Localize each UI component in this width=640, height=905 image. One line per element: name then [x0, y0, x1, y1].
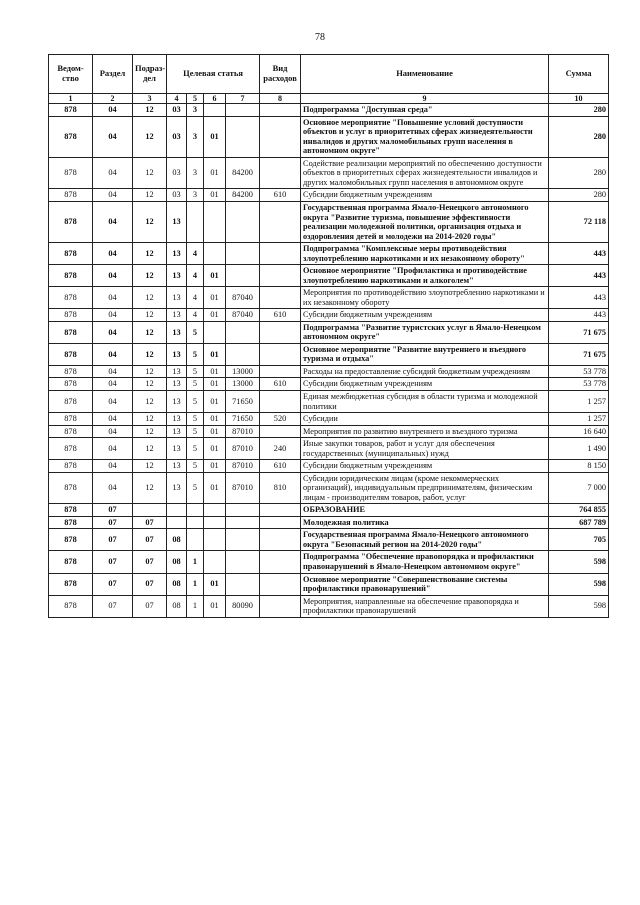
cell-celevaya-2: 4: [187, 243, 204, 265]
cell-podrazdel: 12: [133, 265, 167, 287]
cell-vid: 610: [260, 189, 301, 202]
cell-celevaya-2: 5: [187, 391, 204, 413]
header-naim: Наименование: [301, 55, 549, 94]
table-row: [49, 504, 609, 517]
cell-name: Мероприятия по противодействию злоупотреблению наркотиками и их незаконному обороту: [301, 287, 549, 309]
cell-podrazdel: 12: [133, 321, 167, 343]
table-row: [49, 595, 609, 617]
cell-ved: 878: [49, 595, 93, 617]
cell-celevaya-1: 08: [167, 529, 187, 551]
cell-name: Основное мероприятие "Совершенствование системы профилактики правонарушений": [301, 573, 549, 595]
cell-celevaya-3: [204, 516, 226, 529]
cell-celevaya-1: 13: [167, 287, 187, 309]
cell-celevaya-1: 13: [167, 460, 187, 473]
cell-podrazdel: 12: [133, 460, 167, 473]
cell-celevaya-3: 01: [204, 189, 226, 202]
cell-sum: 280: [549, 157, 609, 189]
cell-celevaya-4: 87040: [226, 287, 260, 309]
cell-razdel: 04: [93, 321, 133, 343]
cell-podrazdel: 07: [133, 595, 167, 617]
cell-name: Государственная программа Ямало-Ненецкого автономного округа "Развитие туризма, повышение эффективности реализации молодежной политики, организация отдыха и оздоровления детей и молодежи на 2014-2020 годы": [301, 201, 549, 242]
cell-celevaya-2: 5: [187, 438, 204, 460]
cell-celevaya-4: 71650: [226, 391, 260, 413]
cell-podrazdel: 07: [133, 573, 167, 595]
cell-celevaya-4: [226, 201, 260, 242]
cell-celevaya-1: 03: [167, 189, 187, 202]
cell-celevaya-3: [204, 504, 226, 517]
cell-celevaya-2: 3: [187, 116, 204, 157]
column-number: 6: [204, 94, 226, 104]
cell-razdel: 07: [93, 595, 133, 617]
table-row: [49, 243, 609, 265]
cell-celevaya-4: [226, 529, 260, 551]
cell-celevaya-2: [187, 516, 204, 529]
cell-razdel: 04: [93, 104, 133, 117]
cell-celevaya-2: 4: [187, 265, 204, 287]
cell-name: Субсидии бюджетным учреждениям: [301, 189, 549, 202]
cell-vid: [260, 365, 301, 378]
column-number: 3: [133, 94, 167, 104]
cell-vid: [260, 425, 301, 438]
cell-celevaya-1: 03: [167, 116, 187, 157]
cell-sum: 280: [549, 104, 609, 117]
cell-name: Мероприятия по развитию внутреннего и въездного туризма: [301, 425, 549, 438]
cell-celevaya-3: 01: [204, 378, 226, 391]
cell-sum: 687 789: [549, 516, 609, 529]
cell-razdel: 07: [93, 529, 133, 551]
cell-celevaya-1: 13: [167, 365, 187, 378]
table-row: [49, 551, 609, 573]
cell-sum: 1 257: [549, 391, 609, 413]
cell-ved: 878: [49, 460, 93, 473]
cell-sum: 1 490: [549, 438, 609, 460]
cell-sum: 53 778: [549, 365, 609, 378]
cell-vid: 610: [260, 460, 301, 473]
cell-sum: 443: [549, 243, 609, 265]
cell-celevaya-1: 03: [167, 157, 187, 189]
cell-vid: [260, 504, 301, 517]
cell-sum: 764 855: [549, 504, 609, 517]
cell-razdel: 04: [93, 460, 133, 473]
cell-podrazdel: 12: [133, 378, 167, 391]
cell-celevaya-3: [204, 201, 226, 242]
cell-celevaya-2: 5: [187, 343, 204, 365]
table-row: [49, 321, 609, 343]
cell-celevaya-4: [226, 321, 260, 343]
cell-sum: 7 000: [549, 472, 609, 504]
cell-sum: 443: [549, 287, 609, 309]
cell-name: ОБРАЗОВАНИЕ: [301, 504, 549, 517]
cell-celevaya-1: 13: [167, 265, 187, 287]
cell-celevaya-1: 13: [167, 201, 187, 242]
cell-celevaya-1: 13: [167, 391, 187, 413]
cell-celevaya-3: [204, 529, 226, 551]
cell-name: Субсидии бюджетным учреждениям: [301, 460, 549, 473]
cell-celevaya-2: 5: [187, 378, 204, 391]
cell-name: Субсидии бюджетным учреждениям: [301, 309, 549, 322]
table-row: [49, 425, 609, 438]
cell-ved: 878: [49, 287, 93, 309]
cell-podrazdel: 12: [133, 472, 167, 504]
cell-podrazdel: 12: [133, 116, 167, 157]
cell-vid: [260, 265, 301, 287]
cell-ved: 878: [49, 201, 93, 242]
table-row: [49, 365, 609, 378]
cell-razdel: 04: [93, 425, 133, 438]
cell-celevaya-3: 01: [204, 595, 226, 617]
cell-ved: 878: [49, 551, 93, 573]
cell-celevaya-2: 4: [187, 287, 204, 309]
cell-celevaya-4: 71650: [226, 413, 260, 426]
cell-vid: 610: [260, 378, 301, 391]
cell-razdel: 07: [93, 516, 133, 529]
cell-name: Основное мероприятие "Профилактика и противодействие злоупотреблению наркотиками и алкоголем": [301, 265, 549, 287]
header-ved: Ведом-ство: [49, 55, 93, 94]
table-row: [49, 116, 609, 157]
cell-celevaya-1: 08: [167, 551, 187, 573]
table-row: [49, 287, 609, 309]
column-number: 2: [93, 94, 133, 104]
cell-name: Мероприятия, направленные на обеспечение правопорядка и профилактики правонарушений: [301, 595, 549, 617]
cell-ved: 878: [49, 321, 93, 343]
cell-podrazdel: 12: [133, 189, 167, 202]
cell-celevaya-3: 01: [204, 157, 226, 189]
cell-ved: 878: [49, 157, 93, 189]
table-row: [49, 265, 609, 287]
cell-celevaya-1: 13: [167, 413, 187, 426]
cell-celevaya-1: [167, 516, 187, 529]
cell-vid: [260, 529, 301, 551]
cell-name: Подпрограмма "Развитие туристских услуг в Ямало-Ненецком автономном округе": [301, 321, 549, 343]
cell-celevaya-2: [187, 529, 204, 551]
cell-sum: 598: [549, 573, 609, 595]
cell-razdel: 04: [93, 201, 133, 242]
cell-sum: 1 257: [549, 413, 609, 426]
cell-podrazdel: 12: [133, 413, 167, 426]
cell-ved: 878: [49, 365, 93, 378]
budget-table: [48, 54, 609, 618]
cell-celevaya-3: 01: [204, 265, 226, 287]
table-row: [49, 438, 609, 460]
cell-celevaya-3: 01: [204, 365, 226, 378]
table-row: [49, 343, 609, 365]
cell-vid: [260, 321, 301, 343]
cell-celevaya-4: [226, 516, 260, 529]
cell-podrazdel: 12: [133, 343, 167, 365]
cell-name: Подпрограмма "Комплексные меры противодействия злоупотреблению наркотиками и их незаконному обороту": [301, 243, 549, 265]
cell-ved: 878: [49, 438, 93, 460]
table-row: [49, 573, 609, 595]
cell-sum: 598: [549, 551, 609, 573]
cell-podrazdel: 07: [133, 551, 167, 573]
cell-celevaya-2: [187, 201, 204, 242]
cell-celevaya-2: 1: [187, 595, 204, 617]
cell-vid: [260, 243, 301, 265]
cell-name: Иные закупки товаров, работ и услуг для обеспечения государственных (муниципальных) нужд: [301, 438, 549, 460]
table-body: [49, 104, 609, 617]
cell-celevaya-3: 01: [204, 425, 226, 438]
cell-sum: 72 118: [549, 201, 609, 242]
cell-celevaya-1: 13: [167, 425, 187, 438]
cell-vid: [260, 287, 301, 309]
cell-razdel: 04: [93, 189, 133, 202]
cell-ved: 878: [49, 189, 93, 202]
cell-razdel: 04: [93, 343, 133, 365]
cell-celevaya-2: 5: [187, 321, 204, 343]
column-number: 1: [49, 94, 93, 104]
cell-sum: 16 640: [549, 425, 609, 438]
cell-celevaya-2: [187, 504, 204, 517]
cell-celevaya-1: 08: [167, 573, 187, 595]
cell-razdel: 07: [93, 504, 133, 517]
table-row: [49, 378, 609, 391]
cell-podrazdel: 07: [133, 529, 167, 551]
cell-sum: 8 150: [549, 460, 609, 473]
cell-celevaya-3: 01: [204, 391, 226, 413]
cell-ved: 878: [49, 425, 93, 438]
cell-ved: 878: [49, 413, 93, 426]
cell-celevaya-4: 80090: [226, 595, 260, 617]
cell-celevaya-1: 13: [167, 321, 187, 343]
cell-celevaya-3: [204, 104, 226, 117]
cell-name: Субсидии: [301, 413, 549, 426]
cell-name: Основное мероприятие "Развитие внутреннего и въездного туризма и отдыха": [301, 343, 549, 365]
cell-podrazdel: 12: [133, 309, 167, 322]
cell-sum: 71 675: [549, 343, 609, 365]
cell-vid: [260, 551, 301, 573]
cell-celevaya-2: 1: [187, 573, 204, 595]
cell-celevaya-4: [226, 243, 260, 265]
column-number: 5: [187, 94, 204, 104]
cell-celevaya-3: 01: [204, 460, 226, 473]
cell-celevaya-4: [226, 504, 260, 517]
cell-podrazdel: 12: [133, 391, 167, 413]
column-number: 9: [301, 94, 549, 104]
table-row: [49, 391, 609, 413]
cell-ved: 878: [49, 516, 93, 529]
cell-ved: 878: [49, 104, 93, 117]
cell-razdel: 07: [93, 573, 133, 595]
cell-razdel: 04: [93, 243, 133, 265]
cell-celevaya-1: 13: [167, 343, 187, 365]
cell-celevaya-4: [226, 343, 260, 365]
cell-celevaya-4: [226, 265, 260, 287]
cell-podrazdel: 12: [133, 425, 167, 438]
cell-celevaya-3: [204, 243, 226, 265]
cell-name: Подпрограмма "Обеспечение правопорядка и профилактики правонарушений в Ямало-Ненецком автономном округе": [301, 551, 549, 573]
cell-celevaya-3: 01: [204, 472, 226, 504]
cell-celevaya-2: 5: [187, 413, 204, 426]
cell-podrazdel: 12: [133, 201, 167, 242]
cell-vid: [260, 104, 301, 117]
cell-vid: [260, 573, 301, 595]
cell-razdel: 04: [93, 391, 133, 413]
cell-celevaya-2: 5: [187, 425, 204, 438]
cell-celevaya-4: 87040: [226, 309, 260, 322]
cell-name: Расходы на предоставление субсидий бюджетным учреждениям: [301, 365, 549, 378]
cell-ved: 878: [49, 265, 93, 287]
cell-celevaya-1: 13: [167, 378, 187, 391]
cell-celevaya-4: 13000: [226, 365, 260, 378]
cell-sum: 280: [549, 116, 609, 157]
cell-podrazdel: 07: [133, 516, 167, 529]
cell-vid: 610: [260, 309, 301, 322]
cell-sum: 443: [549, 265, 609, 287]
cell-vid: [260, 116, 301, 157]
cell-vid: 810: [260, 472, 301, 504]
cell-ved: 878: [49, 378, 93, 391]
cell-razdel: 04: [93, 265, 133, 287]
cell-celevaya-3: 01: [204, 413, 226, 426]
cell-sum: 443: [549, 309, 609, 322]
cell-vid: [260, 595, 301, 617]
cell-sum: 705: [549, 529, 609, 551]
cell-vid: [260, 391, 301, 413]
table-row: [49, 529, 609, 551]
cell-razdel: 04: [93, 438, 133, 460]
cell-celevaya-4: 13000: [226, 378, 260, 391]
cell-name: Государственная программа Ямало-Ненецкого автономного округа "Безопасный регион на 2014-2020 годы": [301, 529, 549, 551]
table-row: [49, 516, 609, 529]
cell-celevaya-4: [226, 104, 260, 117]
cell-sum: 280: [549, 189, 609, 202]
cell-celevaya-4: [226, 116, 260, 157]
cell-podrazdel: 12: [133, 438, 167, 460]
table-row: [49, 201, 609, 242]
cell-celevaya-4: 87010: [226, 472, 260, 504]
cell-vid: [260, 201, 301, 242]
page-number: 78: [315, 32, 325, 43]
cell-name: Субсидии юридическим лицам (кроме некоммерческих организаций), индивидуальным предпринимателям, физическим лицам - производителям товаров, работ, услуг: [301, 472, 549, 504]
table-row: [49, 309, 609, 322]
cell-celevaya-1: 13: [167, 309, 187, 322]
cell-name: Содействие реализации мероприятий по обеспечению доступности объектов в приоритетных сферах жизнедеятельности инвалидов и других маломобильных групп населения в автономном округе: [301, 157, 549, 189]
cell-razdel: 04: [93, 472, 133, 504]
cell-celevaya-4: 84200: [226, 157, 260, 189]
cell-name: Основное мероприятие "Повышение условий доступности объектов и услуг в приоритетных сферах жизнедеятельности инвалидов и других маломобильных групп населения в автономном округе": [301, 116, 549, 157]
cell-celevaya-2: 5: [187, 472, 204, 504]
cell-celevaya-2: 5: [187, 460, 204, 473]
cell-celevaya-4: [226, 551, 260, 573]
cell-podrazdel: 12: [133, 243, 167, 265]
cell-celevaya-2: 1: [187, 551, 204, 573]
cell-razdel: 07: [93, 551, 133, 573]
header-vid: Вид расходов: [260, 55, 301, 94]
cell-celevaya-2: 3: [187, 189, 204, 202]
cell-ved: 878: [49, 472, 93, 504]
cell-ved: 878: [49, 309, 93, 322]
cell-celevaya-1: [167, 504, 187, 517]
cell-celevaya-1: 03: [167, 104, 187, 117]
table-row: [49, 189, 609, 202]
cell-razdel: 04: [93, 116, 133, 157]
cell-vid: [260, 157, 301, 189]
cell-celevaya-4: 84200: [226, 189, 260, 202]
header-row: [49, 55, 609, 94]
cell-celevaya-3: 01: [204, 343, 226, 365]
cell-podrazdel: 12: [133, 365, 167, 378]
cell-celevaya-1: 08: [167, 595, 187, 617]
cell-razdel: 04: [93, 309, 133, 322]
cell-sum: 71 675: [549, 321, 609, 343]
cell-celevaya-2: 4: [187, 309, 204, 322]
cell-razdel: 04: [93, 157, 133, 189]
cell-celevaya-1: 13: [167, 472, 187, 504]
cell-celevaya-2: 3: [187, 104, 204, 117]
header-summa: Сумма: [549, 55, 609, 94]
cell-celevaya-3: [204, 551, 226, 573]
cell-celevaya-3: 01: [204, 287, 226, 309]
table-row: [49, 157, 609, 189]
cell-celevaya-3: [204, 321, 226, 343]
table-row: [49, 472, 609, 504]
column-number: 8: [260, 94, 301, 104]
cell-podrazdel: [133, 504, 167, 517]
header-celevaya: Целевая статья: [167, 55, 260, 94]
cell-celevaya-3: 01: [204, 573, 226, 595]
cell-vid: 240: [260, 438, 301, 460]
cell-sum: 598: [549, 595, 609, 617]
cell-ved: 878: [49, 243, 93, 265]
cell-vid: 520: [260, 413, 301, 426]
cell-ved: 878: [49, 116, 93, 157]
cell-celevaya-4: 87010: [226, 438, 260, 460]
table-row: [49, 460, 609, 473]
cell-name: Подпрограмма "Доступная среда": [301, 104, 549, 117]
cell-podrazdel: 12: [133, 287, 167, 309]
cell-vid: [260, 343, 301, 365]
cell-ved: 878: [49, 504, 93, 517]
table-row: [49, 104, 609, 117]
cell-razdel: 04: [93, 365, 133, 378]
cell-razdel: 04: [93, 413, 133, 426]
cell-ved: 878: [49, 573, 93, 595]
cell-celevaya-1: 13: [167, 243, 187, 265]
cell-celevaya-3: 01: [204, 116, 226, 157]
column-number: 10: [549, 94, 609, 104]
cell-ved: 878: [49, 343, 93, 365]
cell-celevaya-2: 3: [187, 157, 204, 189]
cell-name: Молодежная политика: [301, 516, 549, 529]
cell-podrazdel: 12: [133, 104, 167, 117]
cell-ved: 878: [49, 529, 93, 551]
cell-razdel: 04: [93, 287, 133, 309]
cell-podrazdel: 12: [133, 157, 167, 189]
cell-celevaya-4: 87010: [226, 425, 260, 438]
cell-name: Единая межбюджетная субсидия в области туризма и молодежной политики: [301, 391, 549, 413]
column-number: 7: [226, 94, 260, 104]
cell-razdel: 04: [93, 378, 133, 391]
cell-celevaya-3: 01: [204, 438, 226, 460]
cell-celevaya-2: 5: [187, 365, 204, 378]
table-row: [49, 413, 609, 426]
cell-vid: [260, 516, 301, 529]
cell-ved: 878: [49, 391, 93, 413]
cell-sum: 53 778: [549, 378, 609, 391]
column-numbers-row: [49, 94, 609, 104]
header-podrazdel: Подраз-дел: [133, 55, 167, 94]
column-number: 4: [167, 94, 187, 104]
cell-celevaya-4: [226, 573, 260, 595]
cell-celevaya-4: 87010: [226, 460, 260, 473]
cell-name: Субсидии бюджетным учреждениям: [301, 378, 549, 391]
cell-celevaya-3: 01: [204, 309, 226, 322]
header-razdel: Раздел: [93, 55, 133, 94]
cell-celevaya-1: 13: [167, 438, 187, 460]
